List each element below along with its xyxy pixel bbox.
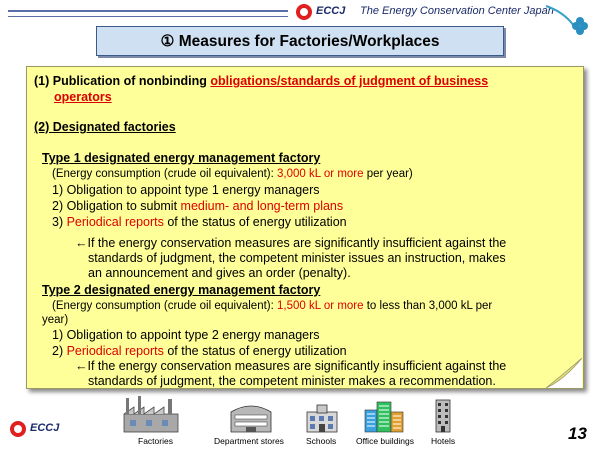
organization-name: The Energy Conservation Center Japan <box>360 5 554 17</box>
school-icon <box>305 402 339 434</box>
header-logo-text: ECCJ <box>316 5 346 17</box>
type-2-consumption-year: year) <box>42 314 69 326</box>
type-2-consumption <box>52 299 492 314</box>
type-2-item-2 <box>52 344 347 359</box>
type-1-item-3-highlight: Periodical reports <box>66 215 164 229</box>
type-2-item-1: 1) Obligation to appoint type 2 energy managers <box>52 328 320 342</box>
type-2-consumption-threshold: 1,500 kL or more <box>277 300 364 312</box>
type-1-note-line-1: ←If the energy conservation measures are significantly insufficient against the <box>75 236 507 250</box>
page-number: 13 <box>568 424 587 443</box>
type-2-consumption-b: to less than 3,000 kL per <box>363 300 493 312</box>
type-1-item-3-a: 3) <box>52 215 67 229</box>
department-store-icon <box>228 400 274 434</box>
type-1-consumption-b: per year) <box>363 168 413 180</box>
type-2-item-2-a: 2) <box>52 344 67 358</box>
header-rule <box>8 10 288 17</box>
type-1-heading: Type 1 designated energy management factory <box>42 151 321 165</box>
type-2-item-2-b: of the status of energy utilization <box>163 344 347 358</box>
caption-schools: Schools <box>306 436 337 446</box>
section-1-highlight: obligations/standards of judgment of business <box>210 74 489 88</box>
footer-eccj-logo-icon <box>10 421 26 437</box>
caption-hotels: Hotels <box>431 436 456 446</box>
type-1-item-3 <box>52 215 347 230</box>
type-2-item-2-highlight: Periodical reports <box>66 344 164 358</box>
caption-office-buildings: Office buildings <box>356 436 414 446</box>
section-1-line-1 <box>34 74 488 89</box>
type-2-heading: Type 2 designated energy management factory <box>42 283 321 297</box>
type-1-item-2-highlight: medium- and long-term plans <box>180 199 344 213</box>
type-2-consumption-a: (Energy consumption (crude oil equivalent): <box>52 300 278 312</box>
type-2-note-line-1: ←If the energy conservation measures are significantly insufficient against the <box>75 359 507 373</box>
type-1-consumption-threshold: 3,000 kL or more <box>277 168 364 180</box>
type-2-note-line-2: standards of judgment, the competent minister makes a recommendation. <box>88 374 496 388</box>
caption-factories: Factories <box>138 436 173 446</box>
hotel-icon <box>433 398 453 434</box>
section-1-prefix: (1) Publication of nonbinding <box>34 74 211 88</box>
type-1-note-line-2: standards of judgment, the competent minister issues an instruction, makes <box>88 251 506 265</box>
factory-icon <box>120 394 182 434</box>
type-1-note-line-3: an announcement and gives an order (penalty). <box>88 266 351 280</box>
type-1-item-3-b: of the status of energy utilization <box>163 215 347 229</box>
footer-logo-text: ECCJ <box>30 422 60 434</box>
page-curl-decoration <box>546 358 582 388</box>
type-1-item-1: 1) Obligation to appoint type 1 energy managers <box>52 183 320 197</box>
clover-logo-icon <box>544 4 594 44</box>
office-building-icon <box>363 398 405 434</box>
page-title: ① Measures for Factories/Workplaces <box>96 26 504 56</box>
type-1-item-2-a: 2) Obligation to submit <box>52 199 181 213</box>
type-1-item-2 <box>52 199 343 214</box>
eccj-logo-icon <box>296 4 312 20</box>
section-2-heading: (2) Designated factories <box>34 120 176 134</box>
caption-department-stores: Department stores <box>214 436 284 446</box>
type-1-consumption-a: (Energy consumption (crude oil equivalent): <box>52 168 278 180</box>
type-1-consumption <box>52 167 413 182</box>
section-1-line-2: operators <box>54 90 112 104</box>
